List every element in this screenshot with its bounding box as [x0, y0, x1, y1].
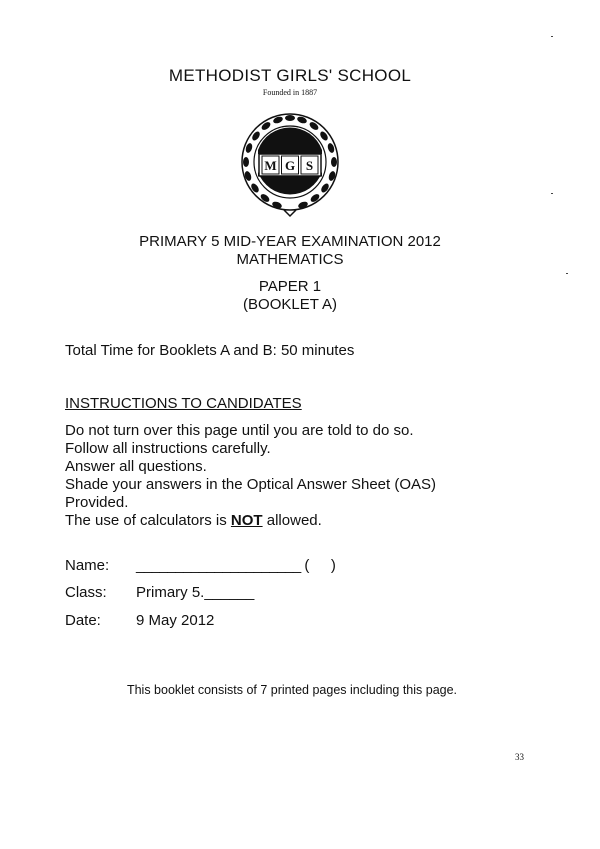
instruction-line: Provided. [65, 494, 129, 511]
scan-speck [566, 273, 568, 274]
scan-speck [551, 193, 553, 194]
calculator-suffix: allowed. [262, 512, 322, 529]
date-field: 9 May 2012 [136, 612, 215, 629]
calculator-prefix: The use of calculators is [65, 512, 231, 529]
instruction-line: Follow all instructions carefully. [65, 440, 271, 457]
page-code: 33 [515, 752, 524, 762]
svg-text:S: S [305, 158, 314, 173]
name-label: Name: [65, 557, 110, 574]
class-label: Class: [65, 584, 107, 601]
pages-note: This booklet consists of 7 printed pages including this page. [126, 683, 458, 697]
paper-number: PAPER 1 [258, 278, 322, 295]
exam-title: PRIMARY 5 MID-YEAR EXAMINATION 2012 [139, 233, 441, 250]
calculator-instruction [65, 512, 322, 531]
booklet-label: (BOOKLET A) [243, 296, 337, 313]
exam-subject: MATHEMATICS [236, 251, 344, 268]
total-time: Total Time for Booklets A and B: 50 minutes [65, 342, 355, 359]
calculator-emphasis: NOT [230, 512, 263, 529]
founded-year: Founded in 1887 [262, 88, 318, 97]
instructions-heading: INSTRUCTIONS TO CANDIDATES [65, 395, 302, 412]
scan-speck [551, 36, 553, 37]
svg-text:M: M [264, 158, 277, 173]
school-name: METHODIST GIRLS' SCHOOL [168, 66, 412, 85]
svg-text:G: G [284, 158, 296, 173]
name-field: _____________________ ( ) [136, 557, 336, 574]
instruction-line: Do not turn over this page until you are told to do so. [65, 422, 414, 439]
instruction-line: Shade your answers in the Optical Answer Sheet (OAS) [65, 476, 437, 493]
class-field: Primary 5.______ [136, 584, 255, 601]
date-label: Date: [65, 612, 101, 629]
instruction-line: Answer all questions. [65, 458, 207, 475]
school-crest-logo [236, 110, 344, 218]
